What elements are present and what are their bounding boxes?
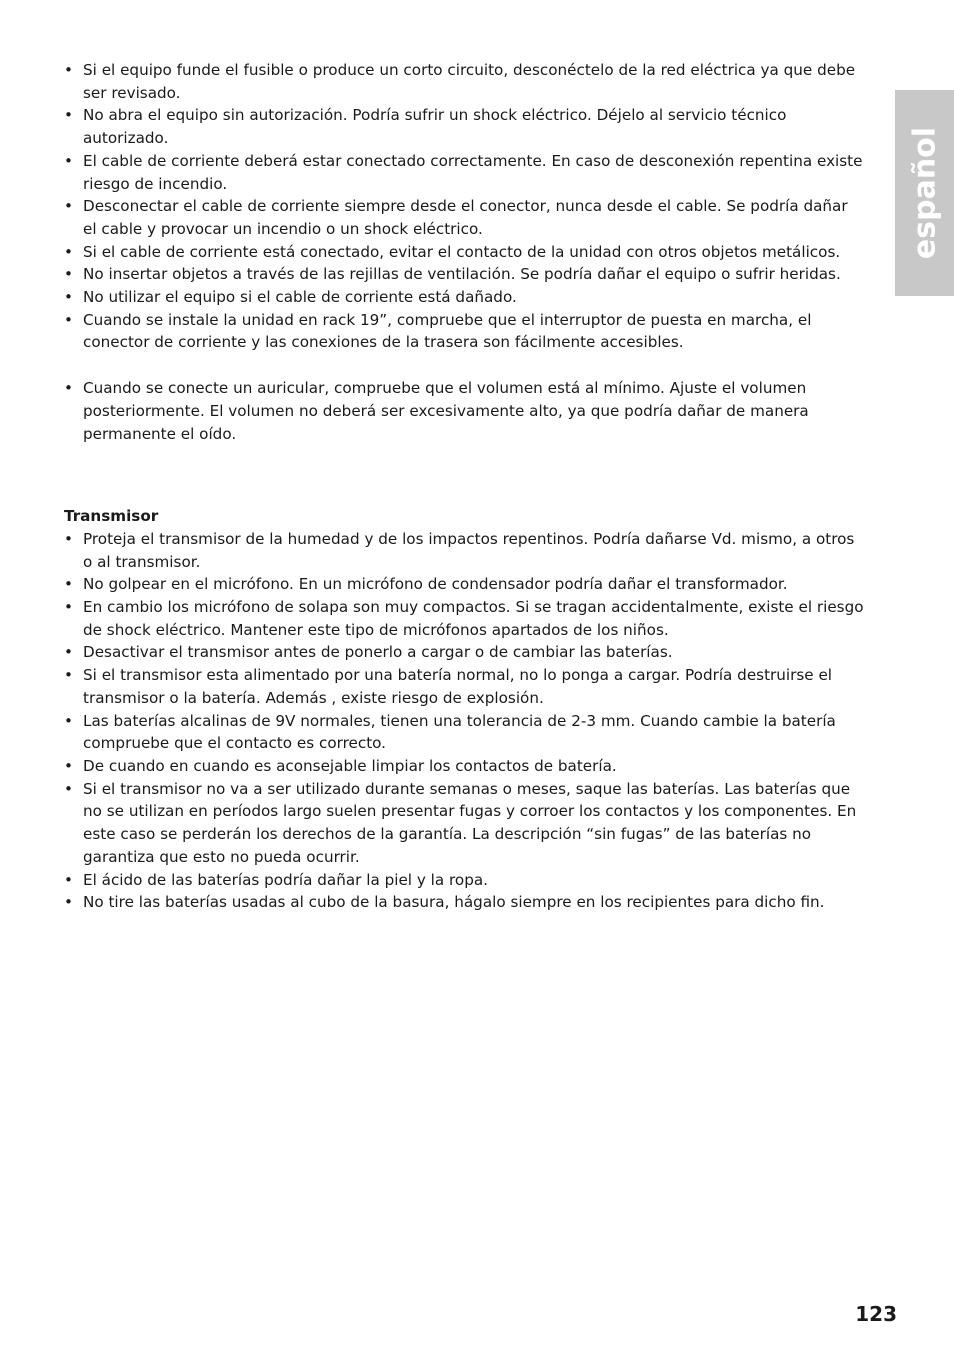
list-item: • El ácido de las baterías podría dañar la piel y la ropa. bbox=[64, 869, 864, 892]
list-item: • Si el transmisor esta alimentado por una batería normal, no lo ponga a cargar. Podría destruirse el transmisor o la batería. Además , existe riesgo de explosión. bbox=[64, 664, 864, 709]
list-item: • Proteja el transmisor de la humedad y de los impactos repentinos. Podría dañarse Vd. mismo, a otros o al transmisor. bbox=[64, 528, 864, 573]
list-item: • No insertar objetos a través de las rejillas de ventilación. Se podría dañar el equipo o sufrir heridas. bbox=[64, 263, 864, 286]
spacer bbox=[64, 445, 864, 505]
page-content bbox=[64, 59, 864, 914]
headphone-safety-list bbox=[64, 377, 864, 445]
list-item: • El cable de corriente deberá estar conectado correctamente. En caso de desconexión repentina existe riesgo de incendio. bbox=[64, 150, 864, 195]
spacer bbox=[64, 354, 864, 377]
list-item: • Cuando se conecte un auricular, compruebe que el volumen está al mínimo. Ajuste el volumen posteriormente. El volumen no deberá ser excesivamente alto, ya que podría dañar de manera permanente el oído. bbox=[64, 377, 864, 445]
list-item: • Si el transmisor no va a ser utilizado durante semanas o meses, saque las baterías. Las baterías que no se utilizan en períodos largo suelen presentar fugas y corroer los contactos y los componentes. En este caso se perderán los derechos de la garantía. La descripción “sin fugas” de las baterías no garantiza que esto no pueda ocurrir. bbox=[64, 778, 864, 869]
list-item: • Cuando se instale la unidad en rack 19”, compruebe que el interruptor de puesta en marcha, el conector de corriente y las conexiones de la trasera son fácilmente accesibles. bbox=[64, 309, 864, 354]
list-item: • No utilizar el equipo si el cable de corriente está dañado. bbox=[64, 286, 864, 309]
list-item: • Desconectar el cable de corriente siempre desde el conector, nunca desde el cable. Se podría dañar el cable y provocar un incendio o un shock eléctrico. bbox=[64, 195, 864, 240]
intro-safety-list bbox=[64, 59, 864, 354]
language-tab bbox=[895, 90, 954, 296]
list-item: • No abra el equipo sin autorización. Podría sufrir un shock eléctrico. Déjelo al servicio técnico autorizado. bbox=[64, 104, 864, 149]
list-item: • Las baterías alcalinas de 9V normales, tienen una tolerancia de 2-3 mm. Cuando cambie la batería compruebe que el contacto es correcto. bbox=[64, 710, 864, 755]
language-tab-label: español bbox=[907, 126, 942, 260]
list-item: • En cambio los micrófono de solapa son muy compactos. Si se tragan accidentalmente, existe el riesgo de shock eléctrico. Mantener este tipo de micrófonos apartados de los niños. bbox=[64, 596, 864, 641]
list-item: • Si el cable de corriente está conectado, evitar el contacto de la unidad con otros objetos metálicos. bbox=[64, 241, 864, 264]
list-item: • No golpear en el micrófono. En un micrófono de condensador podría dañar el transformador. bbox=[64, 573, 864, 596]
section-heading-transmisor: Transmisor bbox=[64, 507, 159, 526]
page-number: 123 bbox=[855, 1302, 897, 1326]
transmitter-safety-list bbox=[64, 528, 864, 914]
list-item: • Si el equipo funde el fusible o produce un corto circuito, desconéctelo de la red eléctrica ya que debe ser revisado. bbox=[64, 59, 864, 104]
list-item: • No tire las baterías usadas al cubo de la basura, hágalo siempre en los recipientes para dicho fin. bbox=[64, 891, 864, 914]
list-item: • De cuando en cuando es aconsejable limpiar los contactos de batería. bbox=[64, 755, 864, 778]
list-item: • Desactivar el transmisor antes de ponerlo a cargar o de cambiar las baterías. bbox=[64, 641, 864, 664]
